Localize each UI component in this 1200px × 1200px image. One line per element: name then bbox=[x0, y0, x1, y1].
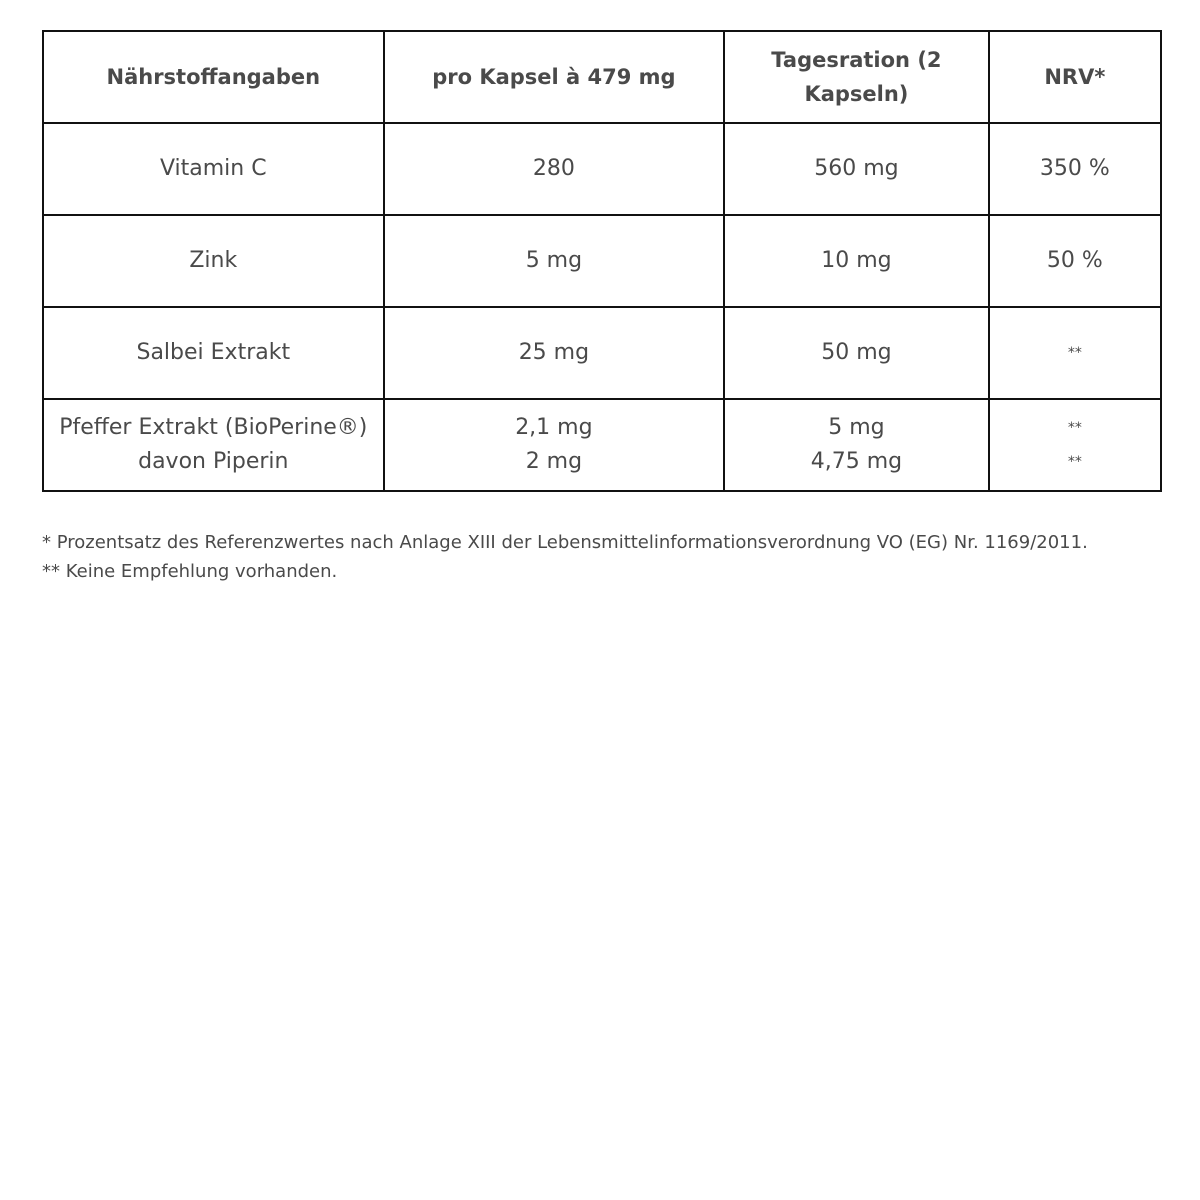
table-header-row bbox=[43, 31, 1161, 123]
cell-nutrient-line: Pfeffer Extrakt (BioPerine®) bbox=[59, 415, 368, 440]
cell-daily-line: 560 mg bbox=[814, 156, 899, 181]
table-row bbox=[43, 215, 1161, 307]
cell-daily-line: 5 mg bbox=[828, 415, 885, 440]
cell-daily bbox=[724, 307, 988, 399]
cell-per-capsule-line: 2 mg bbox=[525, 449, 583, 474]
cell-nrv-line: 350 % bbox=[1039, 156, 1110, 181]
cell-per-capsule-line: 25 mg bbox=[518, 340, 590, 365]
cell-per-capsule-line: 5 mg bbox=[525, 248, 583, 273]
cell-per-capsule bbox=[384, 307, 725, 399]
cell-per-capsule bbox=[384, 399, 725, 491]
cell-daily-line: 10 mg bbox=[821, 248, 892, 273]
cell-daily bbox=[724, 123, 988, 215]
footnotes bbox=[42, 528, 1152, 586]
cell-nutrient-line: Salbei Extrakt bbox=[136, 340, 291, 365]
cell-nrv-line: ** bbox=[1067, 345, 1082, 361]
cell-nrv-line: 50 % bbox=[1046, 248, 1103, 273]
cell-nutrient bbox=[43, 215, 384, 307]
footnote-no-recommendation: ** Keine Empfehlung vorhanden. bbox=[42, 561, 338, 582]
cell-per-capsule-line: 280 bbox=[532, 156, 575, 181]
cell-daily-line: 50 mg bbox=[821, 340, 892, 365]
footnote-nrv: * Prozentsatz des Referenzwertes nach Anlage XIII der Lebensmittelinformationsverordnung VO (EG) Nr. 1169/2011. bbox=[42, 532, 1088, 553]
table-row bbox=[43, 307, 1161, 399]
header-nutrient: Nährstoffangaben bbox=[43, 31, 384, 123]
cell-nutrient bbox=[43, 307, 384, 399]
cell-nrv-line: ** bbox=[1067, 454, 1082, 470]
cell-per-capsule-line: 2,1 mg bbox=[515, 415, 593, 440]
cell-nrv bbox=[989, 123, 1161, 215]
cell-nutrient-line: Zink bbox=[189, 248, 238, 273]
header-per-capsule: pro Kapsel à 479 mg bbox=[384, 31, 725, 123]
cell-daily bbox=[724, 215, 988, 307]
header-daily-ration: Tagesration (2 Kapseln) bbox=[724, 31, 988, 123]
table-body bbox=[43, 123, 1161, 491]
cell-nrv bbox=[989, 307, 1161, 399]
cell-nutrient-line: Vitamin C bbox=[159, 156, 267, 181]
table-row bbox=[43, 399, 1161, 491]
cell-nrv bbox=[989, 215, 1161, 307]
table-row bbox=[43, 123, 1161, 215]
cell-daily bbox=[724, 399, 988, 491]
cell-per-capsule bbox=[384, 123, 725, 215]
header-nrv: NRV* bbox=[989, 31, 1161, 123]
cell-per-capsule bbox=[384, 215, 725, 307]
cell-nrv-line: ** bbox=[1067, 420, 1082, 436]
cell-nutrient bbox=[43, 123, 384, 215]
cell-nrv bbox=[989, 399, 1161, 491]
cell-daily-line: 4,75 mg bbox=[810, 449, 903, 474]
nutrition-table bbox=[42, 30, 1162, 492]
cell-nutrient-line: davon Piperin bbox=[138, 449, 289, 474]
cell-nutrient bbox=[43, 399, 384, 491]
